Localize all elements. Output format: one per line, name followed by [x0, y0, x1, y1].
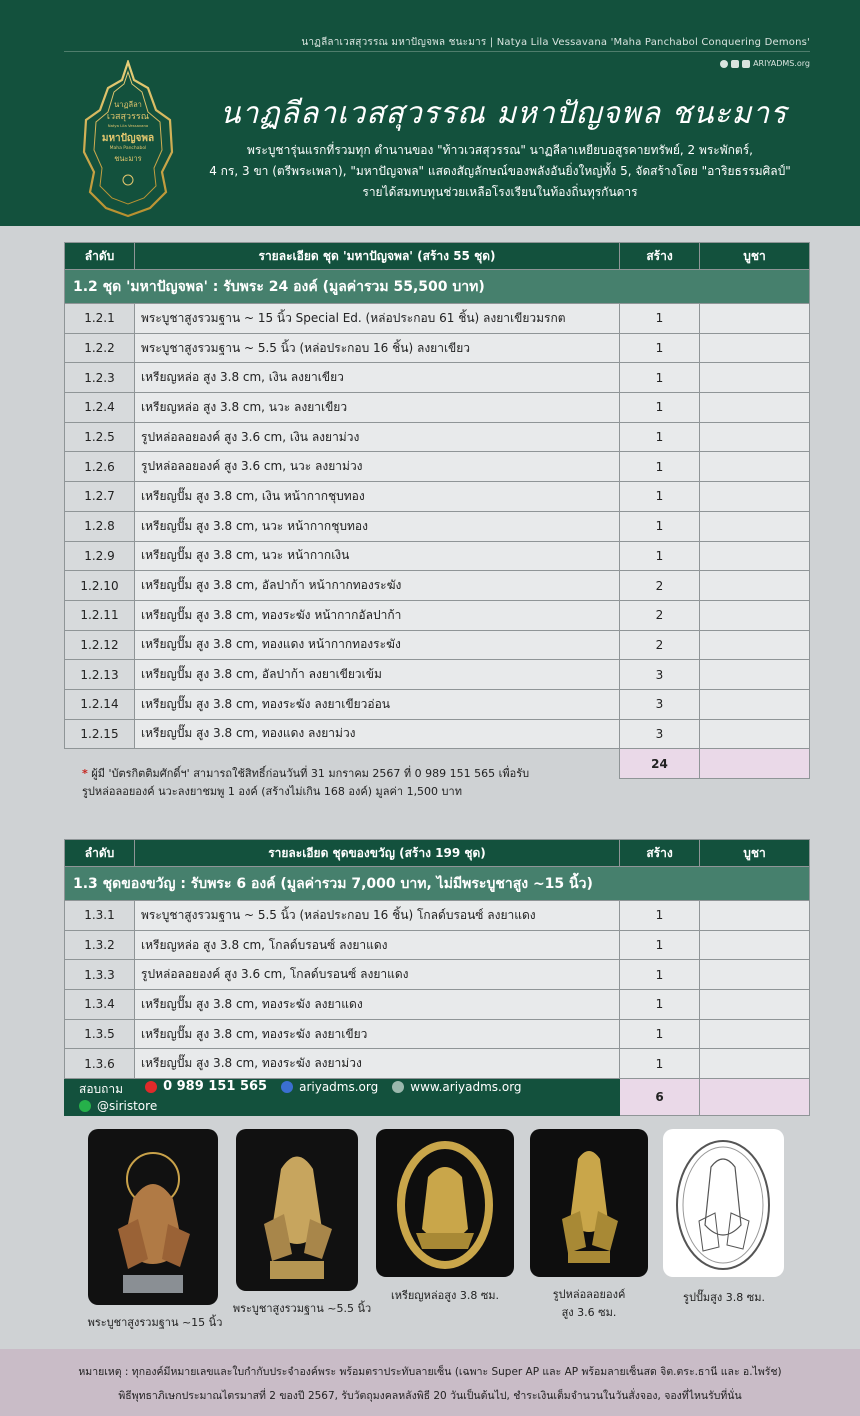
- medium-statue-photo: [236, 1129, 358, 1291]
- item-number: 1.2.5: [65, 422, 135, 452]
- order-cell[interactable]: [700, 719, 810, 749]
- item-detail: เหรียญปั๊ม สูง 3.8 cm, ทองระฆัง หน้ากากอัลปาก้า: [135, 600, 620, 630]
- order-cell[interactable]: [700, 689, 810, 719]
- item-quantity: 2: [620, 571, 700, 601]
- item-number: 1.2.8: [65, 511, 135, 541]
- asterisk-icon: *: [82, 767, 88, 780]
- contact-bar: [65, 1079, 620, 1116]
- item-number: 1.2.9: [65, 541, 135, 571]
- item-number: 1.2.13: [65, 660, 135, 690]
- footer-notes: [0, 1349, 860, 1416]
- honor-card-note: [82, 765, 529, 801]
- header-banner: [0, 0, 860, 226]
- table-row: [65, 571, 810, 601]
- header-description: [190, 140, 810, 203]
- order-cell[interactable]: [700, 630, 810, 660]
- logo-text-2: เวสสุวรรณ: [106, 112, 150, 122]
- description-line-2: 4 กร, 3 ขา (ตรีพระเพลา), "มหาปัญจพล" แสดงสัญลักษณ์ของพลังอันยิ่งใหญ่ทั้ง 5, จัดสร้างโดย "อาริยธรรมศิลป์": [209, 164, 791, 178]
- order-cell[interactable]: [700, 482, 810, 512]
- caption-mini-statue-line-1: รูปหล่อลอยองค์: [552, 1288, 626, 1301]
- header-divider: [64, 51, 810, 52]
- item-quantity: 3: [620, 719, 700, 749]
- caption-mini-statue: [520, 1285, 658, 1321]
- item-quantity: 1: [620, 452, 700, 482]
- item-detail: เหรียญหล่อ สูง 3.8 cm, โกลด์บรอนซ์ ลงยาแดง: [135, 930, 620, 960]
- item-quantity: 3: [620, 689, 700, 719]
- emblem-logo: [78, 60, 178, 218]
- phone-icon: [145, 1081, 157, 1093]
- item-number: 1.3.2: [65, 930, 135, 960]
- col-header-qty: สร้าง: [620, 243, 700, 270]
- order-cell[interactable]: [700, 600, 810, 630]
- logo-text-5: Maha Panchabol: [109, 146, 147, 151]
- contact-line-id-group[interactable]: [79, 1099, 157, 1113]
- facebook-icon: [281, 1081, 293, 1093]
- item-number: 1.3.1: [65, 901, 135, 931]
- order-cell[interactable]: [700, 930, 810, 960]
- section-row: [65, 270, 810, 304]
- item-quantity: 1: [620, 363, 700, 393]
- caption-stamped-coin: รูปปั๊มสูง 3.8 ซม.: [683, 1291, 765, 1304]
- item-quantity: 2: [620, 600, 700, 630]
- section-row: [65, 867, 810, 901]
- header-topline: นาฏลีลาเวสสุวรรณ มหาปัญจพล ชนะมาร | Natya Lila Vessavana 'Maha Panchabol Conquering Demons': [301, 37, 810, 48]
- social-links: [720, 59, 810, 68]
- description-line-3: รายได้สมทบทุนช่วยเหลือโรงเรียนในท้องถิ่นทุรกันดาร: [362, 185, 638, 199]
- item-detail: รูปหล่อลอยองค์ สูง 3.6 cm, โกลด์บรอนซ์ ลงยาแดง: [135, 960, 620, 990]
- logo-text-6: ชนะมาร: [114, 154, 142, 163]
- total-quantity: 24: [620, 749, 700, 779]
- item-number: 1.2.15: [65, 719, 135, 749]
- col-header-order: บูชา: [700, 840, 810, 867]
- page-title: นาฏลีลาเวสสุวรรณ มหาปัญจพล ชนะมาร: [220, 96, 788, 131]
- item-detail: เหรียญปั๊ม สูง 3.8 cm, ทองระฆัง ลงยาเขียว: [135, 1019, 620, 1049]
- footer-line-2: พิธีพุทธาภิเษกประมาณไตรมาสที่ 2 ของปี 2567, รับวัตถุมงคลหลังพิธี 20 วันเป็นต้นไป, ชำระเงินเต็มจำนวนในวันสั่งจอง, จองที่ไหนรับที่นั่น: [118, 1390, 742, 1402]
- order-cell[interactable]: [700, 1019, 810, 1049]
- table-row: [65, 960, 810, 990]
- table-row: [65, 930, 810, 960]
- total-quantity: 6: [620, 1079, 700, 1116]
- footer-line-1: หมายเหตุ : ทุกองค์มีหมายเลขและใบกำกับประจำองค์พระ พร้อมตราประทับลายเซ็น (เฉพาะ Super AP และ AP พร้อมลายเซ็นสด จิต.ตระ.ธานี และ อ.ไพรัช): [78, 1366, 782, 1378]
- note-line-1: ผู้มี 'บัตรกิตติมศักดิ์ฯ' สามารถใช้สิทธิ์ก่อนวันที่ 31 มกราคม 2567 ที่ 0 989 151 565 เพื่อรับ: [91, 767, 530, 780]
- contact-phone[interactable]: 0 989 151 565: [163, 1079, 268, 1095]
- col-header-detail: รายละเอียด ชุดของขวัญ (สร้าง 199 ชุด): [135, 840, 620, 867]
- contact-line-id[interactable]: @siristore: [97, 1098, 158, 1113]
- table-row: [65, 660, 810, 690]
- item-detail: เหรียญปั๊ม สูง 3.8 cm, ทองระฆัง ลงยาเขียวอ่อน: [135, 689, 620, 719]
- item-detail: รูปหล่อลอยองค์ สูง 3.6 cm, เงิน ลงยาม่วง: [135, 422, 620, 452]
- maha-panchabol-set-table: [64, 242, 810, 779]
- order-cell[interactable]: [700, 571, 810, 601]
- caption-large-statue: พระบูชาสูงรวมฐาน ~15 นิ้ว: [87, 1316, 223, 1329]
- stamped-coin-sketch: [663, 1129, 784, 1277]
- description-line-1: พระบูชารุ่นแรกที่รวมทุก ตำนานของ "ท้าวเวสสุวรรณ" นาฏลีลาเหยียบอสูรคายทรัพย์, 2 พระพักตร์,: [247, 143, 753, 157]
- order-cell[interactable]: [700, 541, 810, 571]
- table-row: [65, 1049, 810, 1079]
- table-row: [65, 600, 810, 630]
- contact-website[interactable]: www.ariyadms.org: [410, 1079, 522, 1094]
- order-cell[interactable]: [700, 990, 810, 1020]
- item-number: 1.3.4: [65, 990, 135, 1020]
- item-detail: เหรียญปั๊ม สูง 3.8 cm, ทองแดง หน้ากากทองระฆัง: [135, 630, 620, 660]
- table-row: [65, 719, 810, 749]
- logo-text-3: Natya Lila Vessavana: [107, 123, 149, 128]
- table-row: [65, 630, 810, 660]
- facebook-icon[interactable]: [720, 60, 728, 68]
- item-detail: เหรียญปั๊ม สูง 3.8 cm, อัลปาก้า หน้ากากทองระฆัง: [135, 571, 620, 601]
- table-row: [65, 452, 810, 482]
- order-cell[interactable]: [700, 660, 810, 690]
- table-row: [65, 422, 810, 452]
- globe-icon: [392, 1081, 404, 1093]
- cast-coin-photo: [376, 1129, 514, 1277]
- col-header-order: บูชา: [700, 243, 810, 270]
- col-header-qty: สร้าง: [620, 840, 700, 867]
- order-cell[interactable]: [700, 393, 810, 423]
- item-detail: เหรียญหล่อ สูง 3.8 cm, นวะ ลงยาเขียว: [135, 393, 620, 423]
- table-row: [65, 990, 810, 1020]
- total-order-cell[interactable]: [700, 749, 810, 779]
- item-number: 1.2.10: [65, 571, 135, 601]
- section-title: 1.2 ชุด 'มหาปัญจพล' : รับพระ 24 องค์ (มูลค่ารวม 55,500 บาท): [65, 270, 810, 304]
- item-detail: เหรียญหล่อ สูง 3.8 cm, เงิน ลงยาเขียว: [135, 363, 620, 393]
- item-quantity: 1: [620, 422, 700, 452]
- item-quantity: 1: [620, 901, 700, 931]
- contact-phone-group[interactable]: [145, 1079, 267, 1094]
- table-header-row: [65, 840, 810, 867]
- item-number: 1.3.6: [65, 1049, 135, 1079]
- item-quantity: 1: [620, 541, 700, 571]
- item-number: 1.2.11: [65, 600, 135, 630]
- item-detail: เหรียญปั๊ม สูง 3.8 cm, นวะ หน้ากากเงิน: [135, 541, 620, 571]
- item-detail: พระบูชาสูงรวมฐาน ~ 5.5 นิ้ว (หล่อประกอบ 16 ชิ้น) ลงยาเขียว: [135, 333, 620, 363]
- order-cell[interactable]: [700, 304, 810, 334]
- note-line-2: รูปหล่อลอยองค์ นวะลงยาชมพู 1 องค์ (สร้างไม่เกิน 168 องค์) มูลค่า 1,500 บาท: [82, 785, 462, 798]
- large-statue-photo: [88, 1129, 218, 1305]
- item-quantity: 1: [620, 511, 700, 541]
- logo-text-1: นาฏลีลา: [114, 100, 142, 109]
- contact-website-group[interactable]: [392, 1080, 521, 1094]
- item-quantity: 1: [620, 1019, 700, 1049]
- item-number: 1.2.4: [65, 393, 135, 423]
- table-row: [65, 511, 810, 541]
- table-row: [65, 482, 810, 512]
- logo-text-4: มหาปัญจพล: [101, 133, 155, 144]
- item-quantity: 1: [620, 304, 700, 334]
- item-number: 1.2.14: [65, 689, 135, 719]
- item-detail: เหรียญปั๊ม สูง 3.8 cm, นวะ หน้ากากชุบทอง: [135, 511, 620, 541]
- item-quantity: 1: [620, 990, 700, 1020]
- order-cell[interactable]: [700, 333, 810, 363]
- order-cell[interactable]: [700, 901, 810, 931]
- item-detail: รูปหล่อลอยองค์ สูง 3.6 cm, นวะ ลงยาม่วง: [135, 452, 620, 482]
- order-cell[interactable]: [700, 511, 810, 541]
- order-cell[interactable]: [700, 452, 810, 482]
- youtube-icon[interactable]: [742, 60, 750, 68]
- table-row: [65, 541, 810, 571]
- col-header-detail: รายละเอียด ชุด 'มหาปัญจพล' (สร้าง 55 ชุด): [135, 243, 620, 270]
- site-name[interactable]: ARIYADMS.org: [753, 59, 810, 68]
- section-title: 1.3 ชุดของขวัญ : รับพระ 6 องค์ (มูลค่ารวม 7,000 บาท, ไม่มีพระบูชาสูง ~15 นิ้ว): [65, 867, 810, 901]
- item-quantity: 1: [620, 393, 700, 423]
- table-row: [65, 363, 810, 393]
- item-quantity: 1: [620, 482, 700, 512]
- table-row: [65, 304, 810, 334]
- item-quantity: 1: [620, 333, 700, 363]
- caption-cast-coin: เหรียญหล่อสูง 3.8 ซม.: [390, 1289, 500, 1302]
- item-number: 1.2.3: [65, 363, 135, 393]
- item-number: 1.2.1: [65, 304, 135, 334]
- item-quantity: 3: [620, 660, 700, 690]
- order-cell[interactable]: [700, 363, 810, 393]
- item-number: 1.2.2: [65, 333, 135, 363]
- table-row: [65, 1019, 810, 1049]
- item-number: 1.3.5: [65, 1019, 135, 1049]
- item-detail: พระบูชาสูงรวมฐาน ~ 15 นิ้ว Special Ed. (หล่อประกอบ 61 ชิ้น) ลงยาเขียวมรกต: [135, 304, 620, 334]
- item-detail: เหรียญปั๊ม สูง 3.8 cm, เงิน หน้ากากชุบทอง: [135, 482, 620, 512]
- instagram-icon[interactable]: [731, 60, 739, 68]
- item-quantity: 2: [620, 630, 700, 660]
- table-row: [65, 333, 810, 363]
- contact-row: [65, 1079, 810, 1116]
- contact-facebook[interactable]: ariyadms.org: [299, 1079, 379, 1094]
- col-header-no: ลำดับ: [65, 243, 135, 270]
- item-detail: เหรียญปั๊ม สูง 3.8 cm, ทองระฆัง ลงยาม่วง: [135, 1049, 620, 1079]
- order-cell[interactable]: [700, 960, 810, 990]
- contact-label: สอบถาม: [79, 1081, 124, 1096]
- item-number: 1.2.6: [65, 452, 135, 482]
- total-order-cell[interactable]: [700, 1079, 810, 1116]
- item-number: 1.2.12: [65, 630, 135, 660]
- item-detail: เหรียญปั๊ม สูง 3.8 cm, อัลปาก้า ลงยาเขียวเข้ม: [135, 660, 620, 690]
- order-cell[interactable]: [700, 422, 810, 452]
- item-detail: เหรียญปั๊ม สูง 3.8 cm, ทองแดง ลงยาม่วง: [135, 719, 620, 749]
- gift-set-table: [64, 839, 810, 1116]
- order-cell[interactable]: [700, 1049, 810, 1079]
- contact-facebook-group[interactable]: [281, 1080, 378, 1094]
- col-header-no: ลำดับ: [65, 840, 135, 867]
- item-detail: เหรียญปั๊ม สูง 3.8 cm, ทองระฆัง ลงยาแดง: [135, 990, 620, 1020]
- caption-medium-statue: พระบูชาสูงรวมฐาน ~5.5 นิ้ว: [232, 1302, 372, 1315]
- caption-mini-statue-line-2: สูง 3.6 ซม.: [561, 1306, 617, 1319]
- mini-statue-photo: [530, 1129, 648, 1277]
- table-row: [65, 901, 810, 931]
- item-detail: พระบูชาสูงรวมฐาน ~ 5.5 นิ้ว (หล่อประกอบ 16 ชิ้น) โกลด์บรอนซ์ ลงยาแดง: [135, 901, 620, 931]
- item-quantity: 1: [620, 1049, 700, 1079]
- item-number: 1.2.7: [65, 482, 135, 512]
- item-quantity: 1: [620, 930, 700, 960]
- table-row: [65, 689, 810, 719]
- line-icon: [79, 1100, 91, 1112]
- table-row: [65, 393, 810, 423]
- table-header-row: [65, 243, 810, 270]
- item-quantity: 1: [620, 960, 700, 990]
- item-number: 1.3.3: [65, 960, 135, 990]
